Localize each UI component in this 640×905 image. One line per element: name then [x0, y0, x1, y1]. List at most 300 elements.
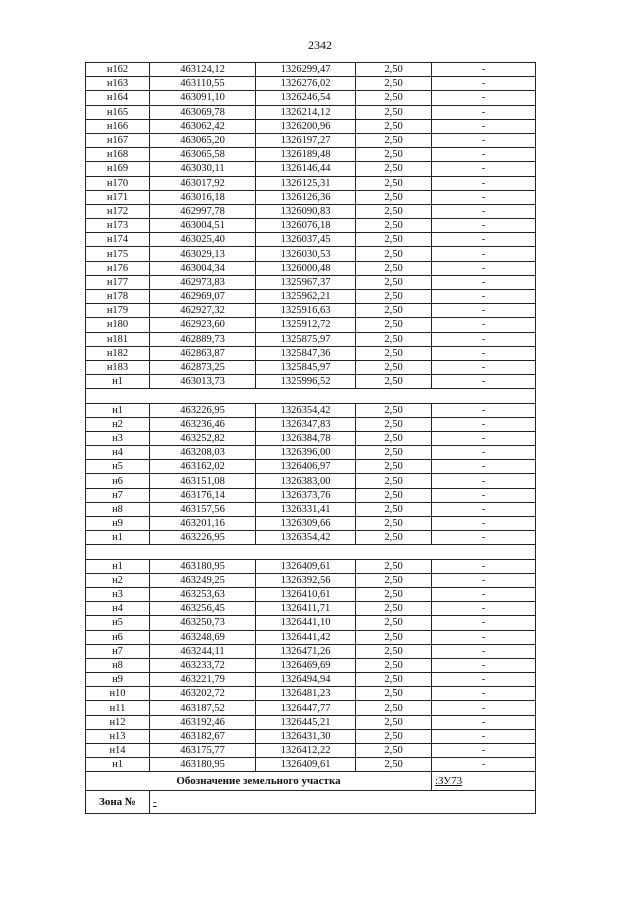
- table-row: [86, 488, 536, 502]
- note-cell: -: [432, 559, 536, 573]
- x-coordinate-cell: 463236,46: [150, 417, 256, 431]
- accuracy-cell: 2,50: [356, 517, 432, 531]
- note-cell: -: [432, 658, 536, 672]
- x-coordinate-cell: 463110,55: [150, 77, 256, 91]
- separator-cell: [432, 389, 536, 403]
- x-coordinate-cell: 463180,95: [150, 559, 256, 573]
- point-name-cell: н174: [86, 233, 150, 247]
- y-coordinate-cell: 1326000,48: [256, 261, 356, 275]
- table-row: [86, 630, 536, 644]
- point-name-cell: н8: [86, 502, 150, 516]
- point-name-cell: н173: [86, 219, 150, 233]
- point-name-cell: н6: [86, 630, 150, 644]
- y-coordinate-cell: 1326447,77: [256, 701, 356, 715]
- note-cell: -: [432, 744, 536, 758]
- note-cell: -: [432, 687, 536, 701]
- note-cell: -: [432, 77, 536, 91]
- coordinates-table: [85, 62, 536, 814]
- table-row: [86, 91, 536, 105]
- accuracy-cell: 2,50: [356, 559, 432, 573]
- table-row: [86, 148, 536, 162]
- note-cell: -: [432, 204, 536, 218]
- point-name-cell: н1: [86, 375, 150, 389]
- table-row: [86, 701, 536, 715]
- point-name-cell: н180: [86, 318, 150, 332]
- accuracy-cell: 2,50: [356, 318, 432, 332]
- accuracy-cell: 2,50: [356, 162, 432, 176]
- table-row: [86, 658, 536, 672]
- table-row: [86, 758, 536, 772]
- y-coordinate-cell: 1326189,48: [256, 148, 356, 162]
- accuracy-cell: 2,50: [356, 460, 432, 474]
- x-coordinate-cell: 463180,95: [150, 758, 256, 772]
- y-coordinate-cell: 1326030,53: [256, 247, 356, 261]
- x-coordinate-cell: 463249,25: [150, 573, 256, 587]
- x-coordinate-cell: 463252,82: [150, 431, 256, 445]
- accuracy-cell: 2,50: [356, 573, 432, 587]
- point-name-cell: н6: [86, 474, 150, 488]
- table-row: [86, 616, 536, 630]
- x-coordinate-cell: 463221,79: [150, 673, 256, 687]
- y-coordinate-cell: 1326354,42: [256, 531, 356, 545]
- point-name-cell: н1: [86, 758, 150, 772]
- note-cell: -: [432, 417, 536, 431]
- point-name-cell: н176: [86, 261, 150, 275]
- table-row: [86, 332, 536, 346]
- table-row: [86, 162, 536, 176]
- separator-cell: [432, 545, 536, 559]
- point-name-cell: н181: [86, 332, 150, 346]
- table-row: [86, 346, 536, 360]
- accuracy-cell: 2,50: [356, 332, 432, 346]
- point-name-cell: н1: [86, 403, 150, 417]
- table-row: [86, 247, 536, 261]
- y-coordinate-cell: 1326309,66: [256, 517, 356, 531]
- point-name-cell: н163: [86, 77, 150, 91]
- accuracy-cell: 2,50: [356, 502, 432, 516]
- table-row: [86, 517, 536, 531]
- group-separator-row: [86, 389, 536, 403]
- table-row: [86, 77, 536, 91]
- note-cell: -: [432, 460, 536, 474]
- x-coordinate-cell: 463162,02: [150, 460, 256, 474]
- accuracy-cell: 2,50: [356, 616, 432, 630]
- accuracy-cell: 2,50: [356, 729, 432, 743]
- note-cell: -: [432, 148, 536, 162]
- separator-cell: [150, 545, 256, 559]
- x-coordinate-cell: 462969,07: [150, 290, 256, 304]
- table-row: [86, 219, 536, 233]
- accuracy-cell: 2,50: [356, 630, 432, 644]
- point-name-cell: н3: [86, 587, 150, 601]
- y-coordinate-cell: 1325962,21: [256, 290, 356, 304]
- point-name-cell: н167: [86, 133, 150, 147]
- table-row: [86, 176, 536, 190]
- point-name-cell: н164: [86, 91, 150, 105]
- point-name-cell: н10: [86, 687, 150, 701]
- zone-row: [86, 791, 536, 814]
- x-coordinate-cell: 463187,52: [150, 701, 256, 715]
- x-coordinate-cell: 463091,10: [150, 91, 256, 105]
- separator-cell: [256, 545, 356, 559]
- y-coordinate-cell: 1326090,83: [256, 204, 356, 218]
- point-name-cell: н7: [86, 644, 150, 658]
- accuracy-cell: 2,50: [356, 758, 432, 772]
- table-row: [86, 729, 536, 743]
- note-cell: -: [432, 318, 536, 332]
- note-cell: -: [432, 233, 536, 247]
- note-cell: -: [432, 715, 536, 729]
- point-name-cell: н179: [86, 304, 150, 318]
- point-name-cell: н169: [86, 162, 150, 176]
- note-cell: -: [432, 261, 536, 275]
- table-row: [86, 587, 536, 601]
- point-name-cell: н2: [86, 417, 150, 431]
- designation-label: Обозначение земельного участка: [86, 772, 432, 791]
- note-cell: -: [432, 403, 536, 417]
- y-coordinate-cell: 1326383,00: [256, 474, 356, 488]
- note-cell: -: [432, 275, 536, 289]
- point-name-cell: н3: [86, 431, 150, 445]
- note-cell: -: [432, 644, 536, 658]
- accuracy-cell: 2,50: [356, 304, 432, 318]
- y-coordinate-cell: 1325847,36: [256, 346, 356, 360]
- point-name-cell: н7: [86, 488, 150, 502]
- point-name-cell: н2: [86, 573, 150, 587]
- y-coordinate-cell: 1326481,23: [256, 687, 356, 701]
- x-coordinate-cell: 463208,03: [150, 446, 256, 460]
- accuracy-cell: 2,50: [356, 77, 432, 91]
- note-cell: -: [432, 517, 536, 531]
- y-coordinate-cell: 1326441,10: [256, 616, 356, 630]
- table-row: [86, 133, 536, 147]
- accuracy-cell: 2,50: [356, 233, 432, 247]
- accuracy-cell: 2,50: [356, 360, 432, 374]
- x-coordinate-cell: 462863,87: [150, 346, 256, 360]
- table-row: [86, 261, 536, 275]
- coordinates-table-body: [86, 63, 536, 772]
- note-cell: -: [432, 219, 536, 233]
- y-coordinate-cell: 1326410,61: [256, 587, 356, 601]
- table-row: [86, 119, 536, 133]
- table-row: [86, 233, 536, 247]
- point-name-cell: н8: [86, 658, 150, 672]
- accuracy-cell: 2,50: [356, 602, 432, 616]
- table-row: [86, 375, 536, 389]
- table-row: [86, 602, 536, 616]
- x-coordinate-cell: 463256,45: [150, 602, 256, 616]
- note-cell: -: [432, 375, 536, 389]
- y-coordinate-cell: 1326373,76: [256, 488, 356, 502]
- y-coordinate-cell: 1326411,71: [256, 602, 356, 616]
- x-coordinate-cell: 463192,46: [150, 715, 256, 729]
- note-cell: -: [432, 133, 536, 147]
- note-cell: -: [432, 758, 536, 772]
- y-coordinate-cell: 1326412,22: [256, 744, 356, 758]
- x-coordinate-cell: 463151,08: [150, 474, 256, 488]
- accuracy-cell: 2,50: [356, 275, 432, 289]
- x-coordinate-cell: 463182,67: [150, 729, 256, 743]
- note-cell: -: [432, 446, 536, 460]
- point-name-cell: н182: [86, 346, 150, 360]
- y-coordinate-cell: 1326331,41: [256, 502, 356, 516]
- note-cell: -: [432, 162, 536, 176]
- accuracy-cell: 2,50: [356, 474, 432, 488]
- x-coordinate-cell: 463226,95: [150, 531, 256, 545]
- separator-cell: [86, 389, 150, 403]
- table-row: [86, 644, 536, 658]
- x-coordinate-cell: 463016,18: [150, 190, 256, 204]
- table-row: [86, 474, 536, 488]
- note-cell: -: [432, 701, 536, 715]
- y-coordinate-cell: 1326197,27: [256, 133, 356, 147]
- table-row: [86, 573, 536, 587]
- table-row: [86, 304, 536, 318]
- y-coordinate-cell: 1325875,97: [256, 332, 356, 346]
- x-coordinate-cell: 463025,40: [150, 233, 256, 247]
- x-coordinate-cell: 462923,60: [150, 318, 256, 332]
- y-coordinate-cell: 1326471,26: [256, 644, 356, 658]
- y-coordinate-cell: 1325996,52: [256, 375, 356, 389]
- accuracy-cell: 2,50: [356, 744, 432, 758]
- y-coordinate-cell: 1326445,21: [256, 715, 356, 729]
- point-name-cell: н5: [86, 616, 150, 630]
- y-coordinate-cell: 1325912,72: [256, 318, 356, 332]
- note-cell: -: [432, 176, 536, 190]
- note-cell: -: [432, 190, 536, 204]
- accuracy-cell: 2,50: [356, 219, 432, 233]
- table-row: [86, 431, 536, 445]
- point-name-cell: н177: [86, 275, 150, 289]
- note-cell: -: [432, 488, 536, 502]
- table-row: [86, 531, 536, 545]
- accuracy-cell: 2,50: [356, 375, 432, 389]
- accuracy-cell: 2,50: [356, 204, 432, 218]
- point-name-cell: н1: [86, 559, 150, 573]
- y-coordinate-cell: 1326431,30: [256, 729, 356, 743]
- point-name-cell: н13: [86, 729, 150, 743]
- table-row: [86, 673, 536, 687]
- accuracy-cell: 2,50: [356, 644, 432, 658]
- point-name-cell: н9: [86, 517, 150, 531]
- y-coordinate-cell: 1326146,44: [256, 162, 356, 176]
- x-coordinate-cell: 463244,11: [150, 644, 256, 658]
- accuracy-cell: 2,50: [356, 63, 432, 77]
- accuracy-cell: 2,50: [356, 290, 432, 304]
- accuracy-cell: 2,50: [356, 687, 432, 701]
- y-coordinate-cell: 1326276,02: [256, 77, 356, 91]
- table-row: [86, 63, 536, 77]
- note-cell: -: [432, 502, 536, 516]
- accuracy-cell: 2,50: [356, 446, 432, 460]
- x-coordinate-cell: 462997,78: [150, 204, 256, 218]
- x-coordinate-cell: 462873,25: [150, 360, 256, 374]
- y-coordinate-cell: 1326214,12: [256, 105, 356, 119]
- y-coordinate-cell: 1326494,94: [256, 673, 356, 687]
- point-name-cell: н183: [86, 360, 150, 374]
- note-cell: -: [432, 360, 536, 374]
- point-name-cell: н171: [86, 190, 150, 204]
- note-cell: -: [432, 247, 536, 261]
- separator-cell: [356, 545, 432, 559]
- x-coordinate-cell: 463157,56: [150, 502, 256, 516]
- accuracy-cell: 2,50: [356, 190, 432, 204]
- x-coordinate-cell: 463065,20: [150, 133, 256, 147]
- y-coordinate-cell: 1325967,37: [256, 275, 356, 289]
- accuracy-cell: 2,50: [356, 701, 432, 715]
- y-coordinate-cell: 1326299,47: [256, 63, 356, 77]
- y-coordinate-cell: 1326441,42: [256, 630, 356, 644]
- table-row: [86, 275, 536, 289]
- x-coordinate-cell: 462889,73: [150, 332, 256, 346]
- table-row: [86, 318, 536, 332]
- accuracy-cell: 2,50: [356, 105, 432, 119]
- x-coordinate-cell: 462973,83: [150, 275, 256, 289]
- accuracy-cell: 2,50: [356, 488, 432, 502]
- point-name-cell: н14: [86, 744, 150, 758]
- note-cell: -: [432, 474, 536, 488]
- x-coordinate-cell: 463250,73: [150, 616, 256, 630]
- x-coordinate-cell: 463124,12: [150, 63, 256, 77]
- x-coordinate-cell: 463004,51: [150, 219, 256, 233]
- table-row: [86, 290, 536, 304]
- table-row: [86, 687, 536, 701]
- note-cell: -: [432, 673, 536, 687]
- x-coordinate-cell: 463004,34: [150, 261, 256, 275]
- accuracy-cell: 2,50: [356, 133, 432, 147]
- y-coordinate-cell: 1325916,63: [256, 304, 356, 318]
- x-coordinate-cell: 463202,72: [150, 687, 256, 701]
- x-coordinate-cell: 463248,69: [150, 630, 256, 644]
- accuracy-cell: 2,50: [356, 247, 432, 261]
- y-coordinate-cell: 1326076,18: [256, 219, 356, 233]
- point-name-cell: н162: [86, 63, 150, 77]
- table-row: [86, 360, 536, 374]
- y-coordinate-cell: 1326406,97: [256, 460, 356, 474]
- x-coordinate-cell: 463233,72: [150, 658, 256, 672]
- point-name-cell: н166: [86, 119, 150, 133]
- point-name-cell: н178: [86, 290, 150, 304]
- note-cell: -: [432, 587, 536, 601]
- x-coordinate-cell: 463013,73: [150, 375, 256, 389]
- accuracy-cell: 2,50: [356, 261, 432, 275]
- note-cell: -: [432, 105, 536, 119]
- y-coordinate-cell: 1326125,31: [256, 176, 356, 190]
- x-coordinate-cell: 463030,11: [150, 162, 256, 176]
- accuracy-cell: 2,50: [356, 431, 432, 445]
- separator-cell: [86, 545, 150, 559]
- point-name-cell: н165: [86, 105, 150, 119]
- point-name-cell: н12: [86, 715, 150, 729]
- point-name-cell: н5: [86, 460, 150, 474]
- accuracy-cell: 2,50: [356, 417, 432, 431]
- table-row: [86, 446, 536, 460]
- point-name-cell: н9: [86, 673, 150, 687]
- group-separator-row: [86, 545, 536, 559]
- page-number: 2342: [308, 38, 332, 52]
- note-cell: -: [432, 290, 536, 304]
- accuracy-cell: 2,50: [356, 346, 432, 360]
- accuracy-cell: 2,50: [356, 715, 432, 729]
- table-row: [86, 204, 536, 218]
- x-coordinate-cell: 463176,14: [150, 488, 256, 502]
- y-coordinate-cell: 1326347,83: [256, 417, 356, 431]
- zone-value: -: [150, 791, 536, 814]
- y-coordinate-cell: 1326126,36: [256, 190, 356, 204]
- x-coordinate-cell: 463017,92: [150, 176, 256, 190]
- y-coordinate-cell: 1326396,00: [256, 446, 356, 460]
- x-coordinate-cell: 462927,32: [150, 304, 256, 318]
- y-coordinate-cell: 1326354,42: [256, 403, 356, 417]
- note-cell: -: [432, 91, 536, 105]
- table-row: [86, 502, 536, 516]
- table-row: [86, 190, 536, 204]
- y-coordinate-cell: 1326200,96: [256, 119, 356, 133]
- accuracy-cell: 2,50: [356, 176, 432, 190]
- note-cell: -: [432, 630, 536, 644]
- note-cell: -: [432, 573, 536, 587]
- y-coordinate-cell: 1326392,56: [256, 573, 356, 587]
- x-coordinate-cell: 463201,16: [150, 517, 256, 531]
- zone-label: Зона №: [86, 791, 150, 814]
- designation-row: [86, 772, 536, 791]
- y-coordinate-cell: 1326246,54: [256, 91, 356, 105]
- note-cell: -: [432, 63, 536, 77]
- accuracy-cell: 2,50: [356, 673, 432, 687]
- note-cell: -: [432, 616, 536, 630]
- point-name-cell: н1: [86, 531, 150, 545]
- accuracy-cell: 2,50: [356, 91, 432, 105]
- point-name-cell: н170: [86, 176, 150, 190]
- note-cell: -: [432, 346, 536, 360]
- accuracy-cell: 2,50: [356, 119, 432, 133]
- x-coordinate-cell: 463253,63: [150, 587, 256, 601]
- note-cell: -: [432, 431, 536, 445]
- accuracy-cell: 2,50: [356, 403, 432, 417]
- x-coordinate-cell: 463065,58: [150, 148, 256, 162]
- x-coordinate-cell: 463069,78: [150, 105, 256, 119]
- note-cell: -: [432, 119, 536, 133]
- x-coordinate-cell: 463029,13: [150, 247, 256, 261]
- point-name-cell: н172: [86, 204, 150, 218]
- x-coordinate-cell: 463175,77: [150, 744, 256, 758]
- separator-cell: [150, 389, 256, 403]
- y-coordinate-cell: 1326469,69: [256, 658, 356, 672]
- separator-cell: [256, 389, 356, 403]
- table-row: [86, 105, 536, 119]
- accuracy-cell: 2,50: [356, 531, 432, 545]
- point-name-cell: н4: [86, 602, 150, 616]
- x-coordinate-cell: 463226,95: [150, 403, 256, 417]
- note-cell: -: [432, 304, 536, 318]
- table-row: [86, 559, 536, 573]
- y-coordinate-cell: 1326409,61: [256, 559, 356, 573]
- table-row: [86, 715, 536, 729]
- table-row: [86, 403, 536, 417]
- accuracy-cell: 2,50: [356, 658, 432, 672]
- note-cell: -: [432, 729, 536, 743]
- y-coordinate-cell: 1326409,61: [256, 758, 356, 772]
- designation-value: :ЗУ73: [432, 772, 536, 791]
- note-cell: -: [432, 531, 536, 545]
- x-coordinate-cell: 463062,42: [150, 119, 256, 133]
- note-cell: -: [432, 602, 536, 616]
- point-name-cell: н11: [86, 701, 150, 715]
- point-name-cell: н175: [86, 247, 150, 261]
- point-name-cell: н168: [86, 148, 150, 162]
- y-coordinate-cell: 1326384,78: [256, 431, 356, 445]
- accuracy-cell: 2,50: [356, 587, 432, 601]
